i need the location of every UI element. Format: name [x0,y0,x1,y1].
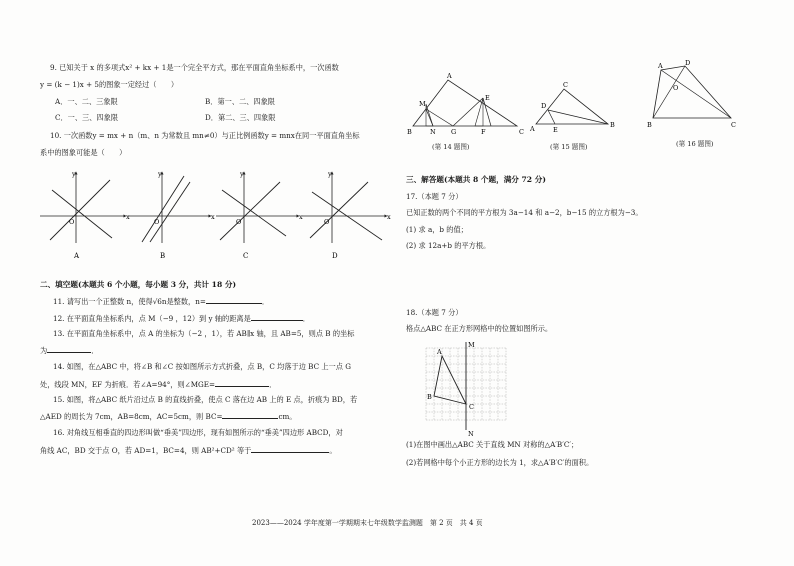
fig15-label-b: B [610,121,615,129]
q10-line2: 系中的图象可能是（ ） [40,148,127,157]
q11: 11. 请写出一个正整数 n，使得√6n是整数，n= ． [53,297,270,306]
q14-line1: 14. 如图，在△ABC 中，将∠B 和∠C 按如图所示方式折叠，点 B，C 均落于边 BC 上一点 G [53,362,351,371]
q16-line1: 16. 对角线互相垂直的四边形叫做“垂美”四边形，现有如图所示的“垂美”四边形 ABCD，对 [53,428,343,437]
figure-15-caption: (第 15 题图) [550,143,588,151]
graph-c-y-label: y [240,170,244,178]
q16-blank[interactable] [251,445,329,453]
q10-graphs [40,168,390,263]
page-footer: 2023——2024 学年度第一学期期末七年级数学监测题 第 2 页 共 4 页 [252,519,483,527]
graph-b-origin: O [154,218,160,226]
q17-part2: (2) 求 12a+b 的平方根。 [406,241,491,250]
graph-b-label: B [160,252,166,260]
fig14-label-m: M [419,100,426,108]
fig15-label-a: A [530,125,535,133]
q11-blank[interactable] [206,296,262,304]
q15-line2-text: △AED 的周长为 7cm，AB=8cm，AC=5cm，则 BC= [40,412,223,421]
q9-option-c: C．一、三、四象限 [55,113,119,122]
q9-option-b: B．第一、二、四象限 [205,97,275,106]
figure-14-caption: (第 14 题图) [432,143,470,151]
graph-c-origin: O [236,218,242,226]
graph-a-label: A [74,252,80,260]
graph-c-x-label: x [299,213,303,221]
graph-c-label: C [243,252,249,260]
q18-grid-figure [420,340,520,438]
q18-stem: 格点△ABC 在正方形网格中的位置如图所示。 [406,324,553,333]
graph-a-y-label: y [72,170,76,178]
figure-14 [405,72,530,136]
q16-end: 。 [329,446,337,455]
figure-15 [528,80,623,136]
graph-c [216,170,303,260]
graph-d-y-label: y [328,170,332,178]
q18-label-a: A [437,348,442,356]
q14-line2: 处，线段 MN，EF 为折痕．若∠A=94°，则∠MGE= ． [40,380,277,389]
q16-line2-text: 角线 AC，BD 交于点 O，若 AD=1，BC=4，则 AB²+CD² 等于 [40,446,252,455]
figure-16-caption: (第 16 题图) [676,140,714,148]
q15-unit: cm。 [278,412,297,421]
section2-title: 二、填空题(本题共 6 个小题，每小题 3 分，共计 18 分) [40,280,237,289]
fig16-label-d: D [685,59,691,67]
graph-a-x-label: x [126,213,130,221]
fig14-label-c: C [519,128,524,136]
fig16-label-a: A [658,62,663,70]
q15-line1: 15. 如图，将△ABC 纸片沿过点 B 的直线折叠，使点 C 落在边 AB 上的 E 点，折痕为 BD，若 [53,395,358,404]
fig14-label-f: F [481,128,486,136]
q12-blank[interactable] [251,313,303,321]
q12: 12. 在平面直角坐标系内，点 M（−9 ，12）到 y 轴的距离是 ． [53,314,310,323]
q13-line2-text: 为 [40,346,48,355]
fig15-label-e: E [553,126,558,134]
graph-d-label: D [332,252,338,260]
graph-a-origin: O [69,218,75,226]
figure-16 [645,58,745,130]
fig15-label-c: C [563,81,568,89]
fig14-label-e: E [485,94,490,102]
q14-blank[interactable] [215,379,269,387]
q18-label-c: C [469,403,474,411]
q14-line2-text: 处，线段 MN，EF 为折痕．若∠A=94°，则∠MGE= [40,380,216,389]
q17-part1: (1) 求 a，b 的值； [406,225,468,234]
q18-head: 18.（本题 7 分） [406,308,463,317]
q12-text: 12. 在平面直角坐标系内，点 M（−9 ，12）到 y 轴的距离是 [53,314,251,323]
q10-line1: 10. 一次函数y = mx + n（m、n 为常数且 mn≠0）与正比例函数y = mnx在同一平面直角坐标 [50,131,360,140]
fig14-label-a: A [447,72,452,80]
fig14-label-b: B [407,128,412,136]
q18-part2: (2)若网格中每个小正方形的边长为 1，求△A′B′C′的面积。 [406,458,594,467]
graph-b [128,170,215,260]
q18-part1: (1)在图中画出△ABC 关于直线 MN 对称的△A′B′C′； [406,440,579,449]
q15-blank[interactable] [222,411,278,419]
q11-text: 11. 请写出一个正整数 n，使得√6n是整数，n= [53,297,206,306]
graph-b-y-label: y [158,170,162,178]
q13-line1: 13. 在平面直角坐标系中，点 A 的坐标为（−2 ，1），若 AB∥x 轴，且 AB=5，则点 B 的坐标 [53,329,355,338]
q18-label-b: B [427,393,432,401]
q17-head: 17.（本题 7 分） [406,192,463,201]
fig16-label-b: B [647,121,652,129]
q9-option-a: A．一、二、三象限 [55,97,118,106]
q13-blank[interactable] [47,345,91,353]
fig15-label-d: D [541,102,547,110]
q9-option-d: D．第二、三、四象限 [205,113,276,122]
graph-d [302,170,391,260]
graph-d-origin: O [324,218,330,226]
q9-line2: y = (k − 1)x + 5的图象一定经过（ ） [40,80,179,89]
q18-label-m: M [468,341,475,349]
q15-line2 [40,411,297,421]
fig16-label-c: C [731,121,736,129]
graph-b-x-label: x [211,213,215,221]
graph-d-x-label: x [387,213,391,221]
q13-line2: 为 ． [40,346,99,355]
graph-a [40,170,130,260]
fig16-label-o: O [673,84,679,92]
section3-title: 三、解答题(本题共 8 个题，满分 72 分) [406,175,546,184]
fig14-label-g: G [451,128,457,136]
q9-line1: 9. 已知关于 x 的多项式x² + kx + 1是一个完全平方式，那在平面直角坐标系中，一次函数 [50,63,339,72]
q16-line2 [40,445,337,455]
q17-stem: 已知正数的两个不同的平方根为 3a−14 和 a−2，b−15 的立方根为−3。 [406,208,643,217]
q18-label-n: N [468,430,474,438]
fig14-label-n: N [430,128,436,136]
